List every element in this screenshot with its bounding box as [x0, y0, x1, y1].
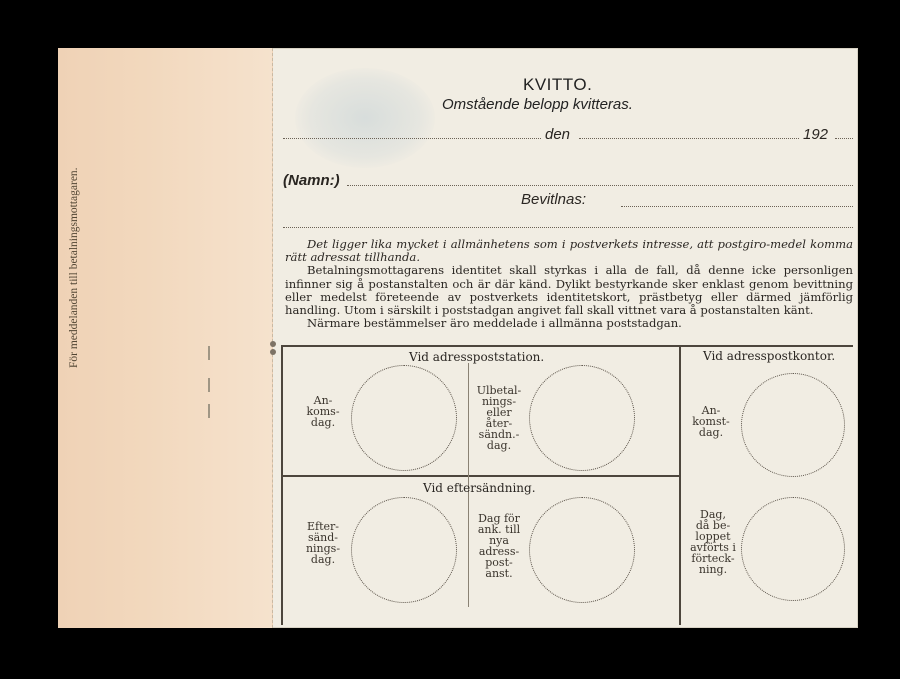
- receipt-section: [275, 48, 858, 628]
- rule: [679, 345, 681, 625]
- rule: [281, 345, 853, 347]
- utbetalningsdag-stamp-circle[interactable]: [529, 365, 635, 471]
- ankomst-ny-adress-label: Dag för ank. till nya adress- post- anst.: [477, 512, 521, 580]
- ankomst-ny-adress-stamp-circle[interactable]: [529, 497, 635, 603]
- dotted-line: [283, 138, 541, 139]
- belopp-avfort-label: Dag, då be- loppet avförts i förteck- ning.: [690, 508, 736, 576]
- witness-label: Bevitlnas:: [521, 191, 587, 208]
- witness-field[interactable]: [621, 206, 853, 207]
- postgiro-receipt-card: [58, 48, 858, 628]
- name-label: (Namn:): [283, 172, 340, 189]
- notice-paragraph-2: Betalningsmottagarens identitet skall styrkas i alla de fall, då denne icke personligen infinner sig å postanstalten och är där känd. Dylikt bestyrkande sker enklast genom bevittning eller medelst företeende av postverkets identitetskort, prästbetyg eller därmed jämförlig handling. Utom i särskilt i poststadgan angivet fall skall vittnet vara å postanstalten känt.: [285, 263, 853, 318]
- notice-paragraph-3: Närmare bestämmelser äro meddelade i allmänna poststadgan.: [307, 316, 682, 331]
- date-boxes: [281, 345, 853, 625]
- receipt-subtitle: Omstående belopp kvitteras.: [442, 96, 633, 113]
- stub-vertical-text: För meddelanden till betalningsmottagaren.: [68, 167, 80, 368]
- notice-text: [285, 238, 853, 330]
- name-field[interactable]: [347, 185, 853, 186]
- receipt-title: KVITTO.: [523, 75, 593, 94]
- adresspoststation-header: Vid adresspoststation.: [409, 350, 545, 364]
- belopp-avfort-stamp-circle[interactable]: [741, 497, 845, 601]
- adresspostkontor-header: Vid adresspostkontor.: [703, 349, 836, 363]
- ankomstdag-label: An- koms- dag.: [306, 394, 340, 429]
- date-prefix: den: [545, 126, 571, 143]
- message-stub: [58, 48, 273, 628]
- year-field[interactable]: [835, 138, 853, 139]
- ankomstdag-stamp-circle[interactable]: [351, 365, 457, 471]
- faded-postmark: [295, 68, 435, 168]
- staple-mark: [208, 346, 210, 360]
- staple-mark: [208, 378, 210, 392]
- year-prefix: 192: [803, 126, 829, 143]
- eftersandning-header: Vid eftersändning.: [423, 481, 536, 495]
- kontor-ankomstdag-stamp-circle[interactable]: [741, 373, 845, 477]
- staple-mark: [208, 404, 210, 418]
- witness-field-line[interactable]: [283, 227, 853, 228]
- date-field[interactable]: [579, 138, 799, 139]
- kontor-ankomstdag-label: An- komst- dag.: [692, 404, 730, 439]
- eftersandningsdag-stamp-circle[interactable]: [351, 497, 457, 603]
- rule: [281, 475, 679, 477]
- eftersandningsdag-label: Efter- sänd- nings- dag.: [305, 520, 341, 566]
- utbetalningsdag-label: Ulbetal- nings- eller åter- sändn.- dag.: [476, 384, 522, 452]
- rule: [281, 345, 283, 625]
- notice-paragraph-1: Det ligger lika mycket i allmänhetens som i postverkets intresse, att postgiro-medel komma rätt adressat tillhanda.: [285, 237, 853, 265]
